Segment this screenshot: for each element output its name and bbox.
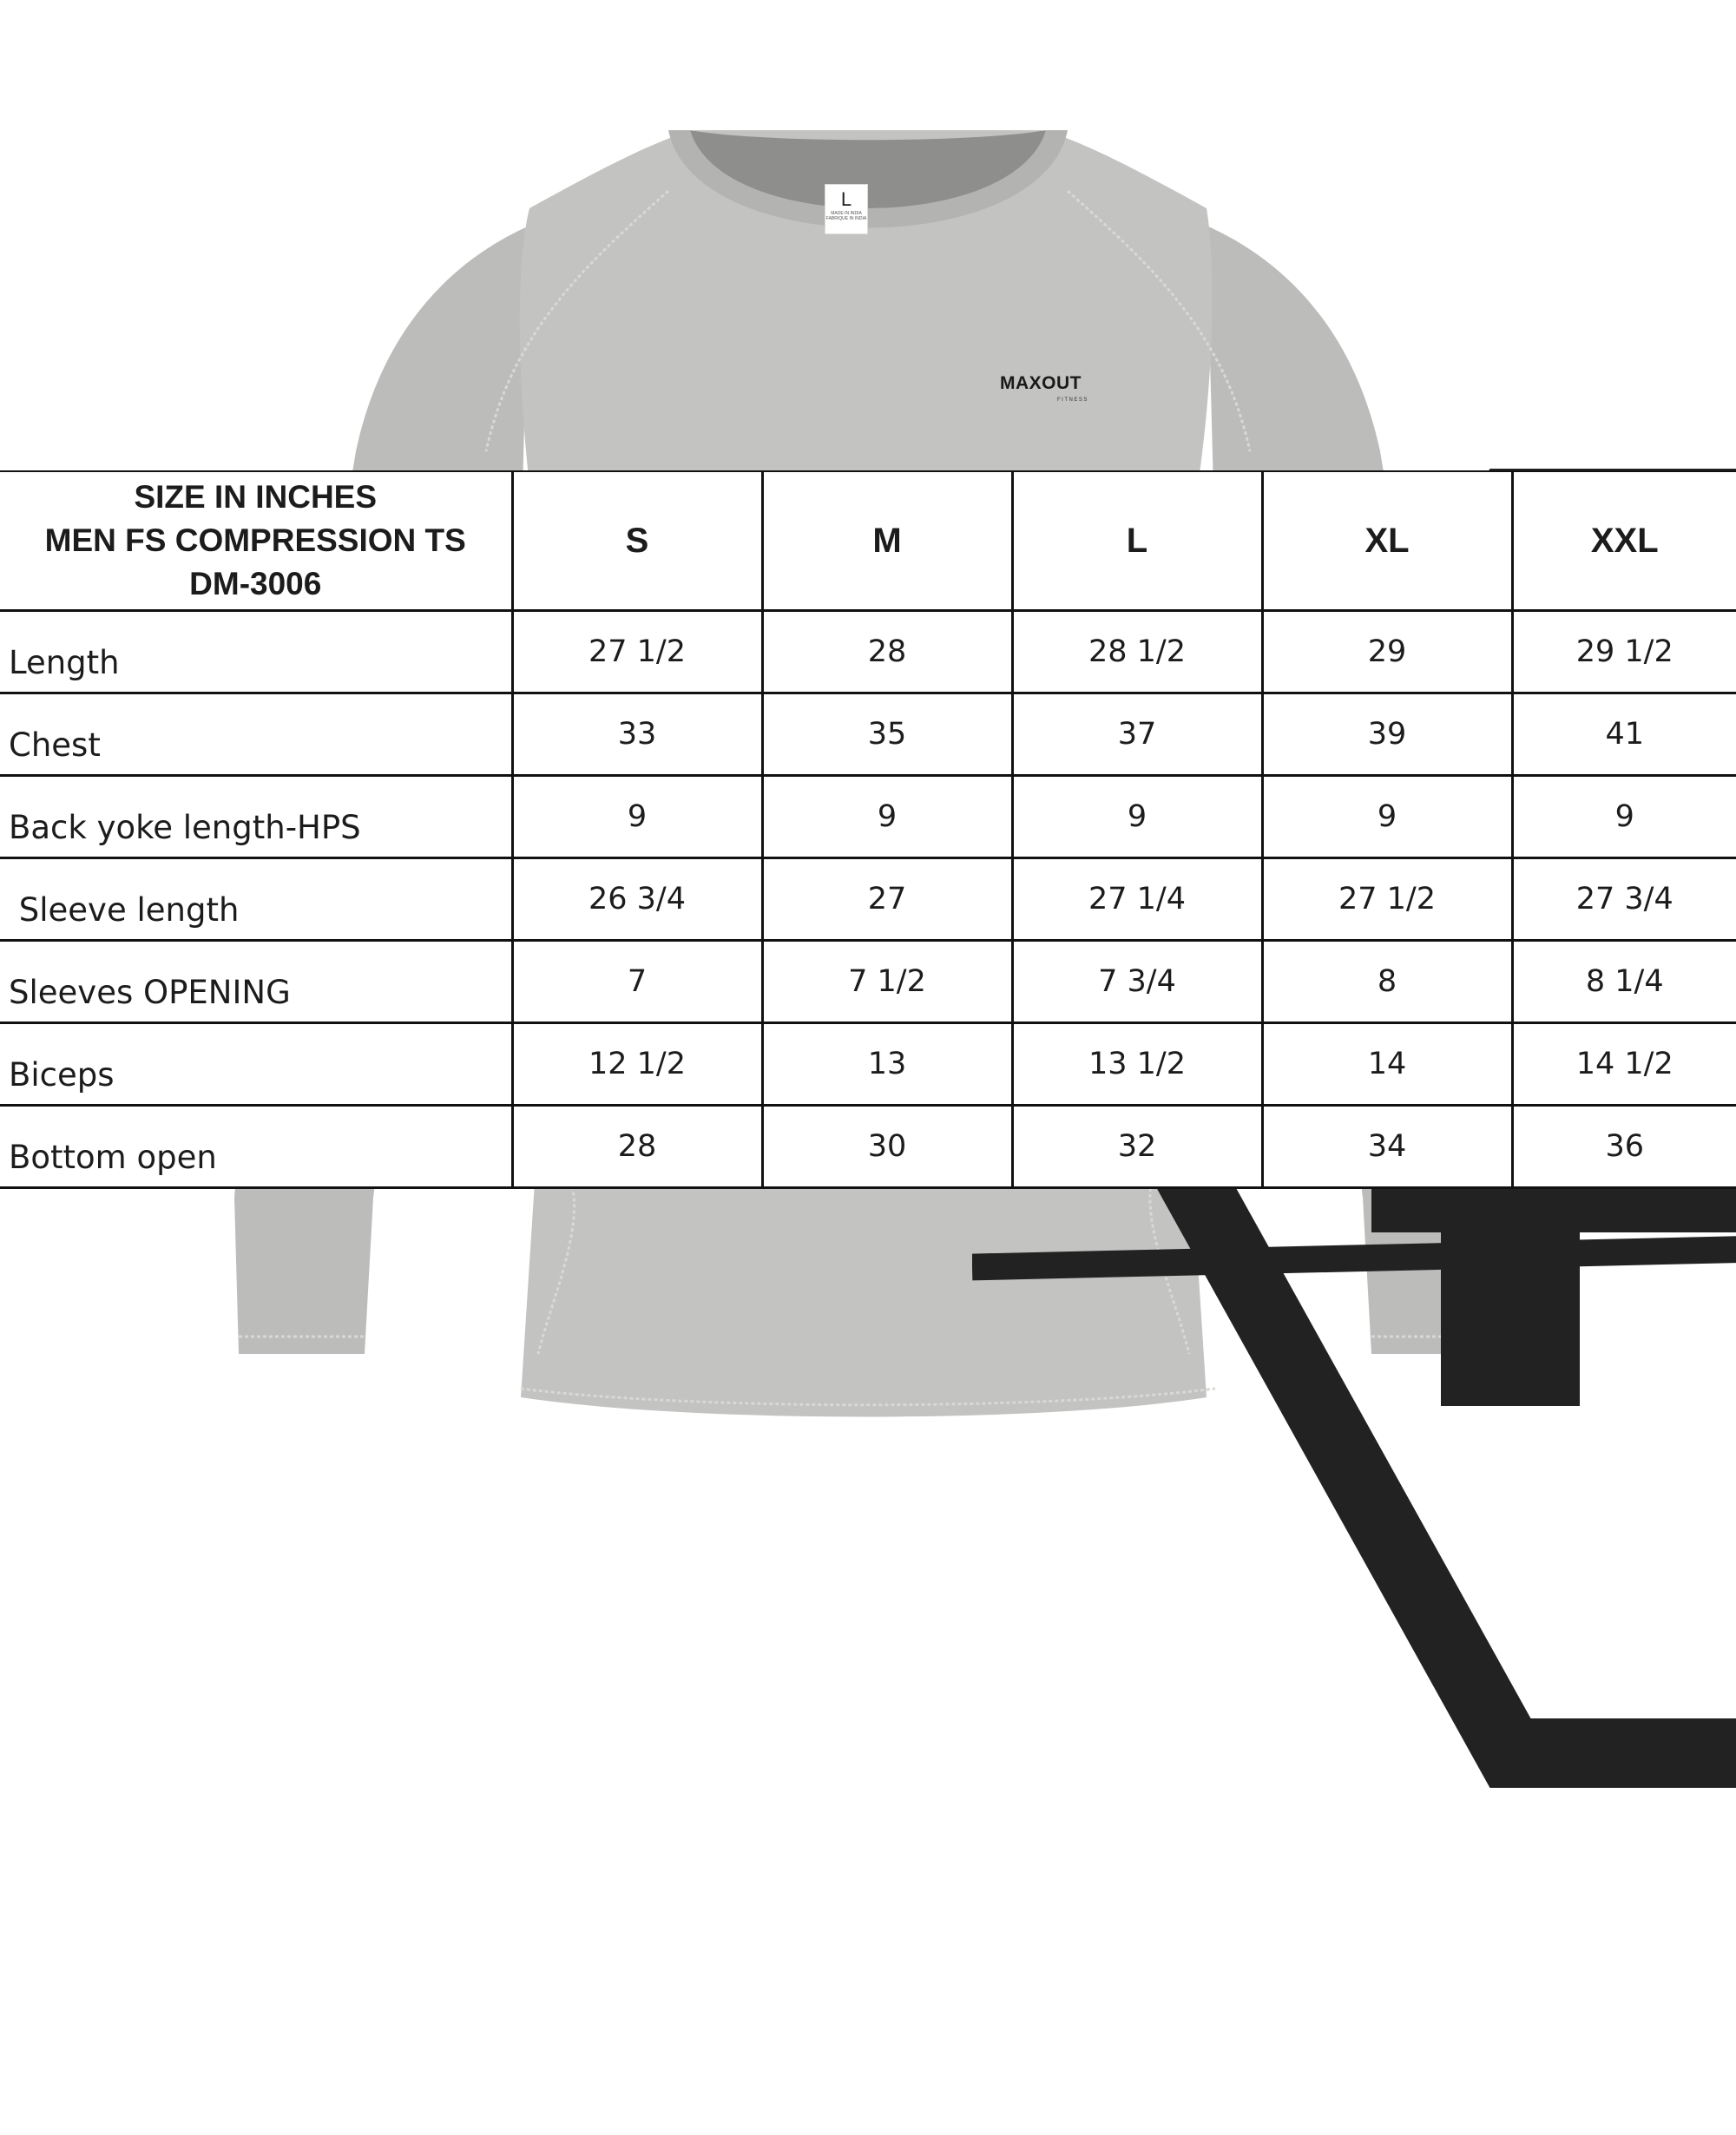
table-row [0,1106,1736,1188]
table-cell: 7 [512,941,762,1023]
table-cell: 32 [1012,1106,1262,1188]
table-cell: 8 [1262,941,1512,1023]
label-size: L [840,188,852,210]
row-label: Bottom open [0,1106,512,1188]
table-header-row [0,471,1736,611]
table-cell: 13 [762,1023,1012,1106]
size-header-m: M [762,471,1012,611]
table-cell: 28 [512,1106,762,1188]
size-header-xl: XL [1262,471,1512,611]
table-cell: 27 1/2 [512,611,762,693]
table-cell: 27 1/2 [1262,858,1512,941]
table-cell: 37 [1012,693,1262,776]
table-cell: 27 [762,858,1012,941]
table-row [0,611,1736,693]
row-label: Biceps [0,1023,512,1106]
table-title-cell [0,471,512,611]
table-cell: 27 1/4 [1012,858,1262,941]
table-cell: 26 3/4 [512,858,762,941]
size-header-xxl: XXL [1512,471,1736,611]
table-cell: 7 3/4 [1012,941,1262,1023]
table-cell: 14 [1262,1023,1512,1106]
table-title-line: MEN FS COMPRESSION TS [44,522,466,558]
brand-name: MAXOUT [1000,373,1082,393]
table-title-line: SIZE IN INCHES [134,479,378,515]
brand-logo [955,363,1102,411]
table-cell: 35 [762,693,1012,776]
table-cell: 34 [1262,1106,1512,1188]
table-cell: 41 [1512,693,1736,776]
table-cell: 39 [1262,693,1512,776]
row-label: Chest [0,693,512,776]
table-cell: 33 [512,693,762,776]
table-cell: 9 [512,776,762,858]
table-row [0,1023,1736,1106]
brand-tagline: FITNESS [1057,397,1088,403]
table-cell: 9 [1012,776,1262,858]
table-row [0,776,1736,858]
table-cell: 36 [1512,1106,1736,1188]
table-row [0,693,1736,776]
table-cell: 28 [762,611,1012,693]
table-cell: 27 3/4 [1512,858,1736,941]
table-cell: 7 1/2 [762,941,1012,1023]
table-cell: 13 1/2 [1012,1023,1262,1106]
table-cell: 14 1/2 [1512,1023,1736,1106]
table-cell: 12 1/2 [512,1023,762,1106]
table-cell: 28 1/2 [1012,611,1262,693]
size-label-tag [825,184,868,234]
row-label: Sleeve length [0,858,512,941]
table-cell: 29 1/2 [1512,611,1736,693]
size-header-s: S [512,471,762,611]
table-cell: 30 [762,1106,1012,1188]
row-label: Length [0,611,512,693]
table-row [0,941,1736,1023]
size-header-l: L [1012,471,1262,611]
table-cell: 29 [1262,611,1512,693]
row-label: Sleeves OPENING [0,941,512,1023]
table-title-line: DM-3006 [189,566,322,601]
size-chart-table [0,470,1736,1189]
label-origin-fr: FABRIQUE IN INDIA [825,216,867,221]
label-origin-en: MADE IN INDIA [831,211,862,216]
row-label: Back yoke length-HPS [0,776,512,858]
table-cell: 8 1/4 [1512,941,1736,1023]
table-cell: 9 [1262,776,1512,858]
table-row [0,858,1736,941]
table-cell: 9 [1512,776,1736,858]
table-cell: 9 [762,776,1012,858]
